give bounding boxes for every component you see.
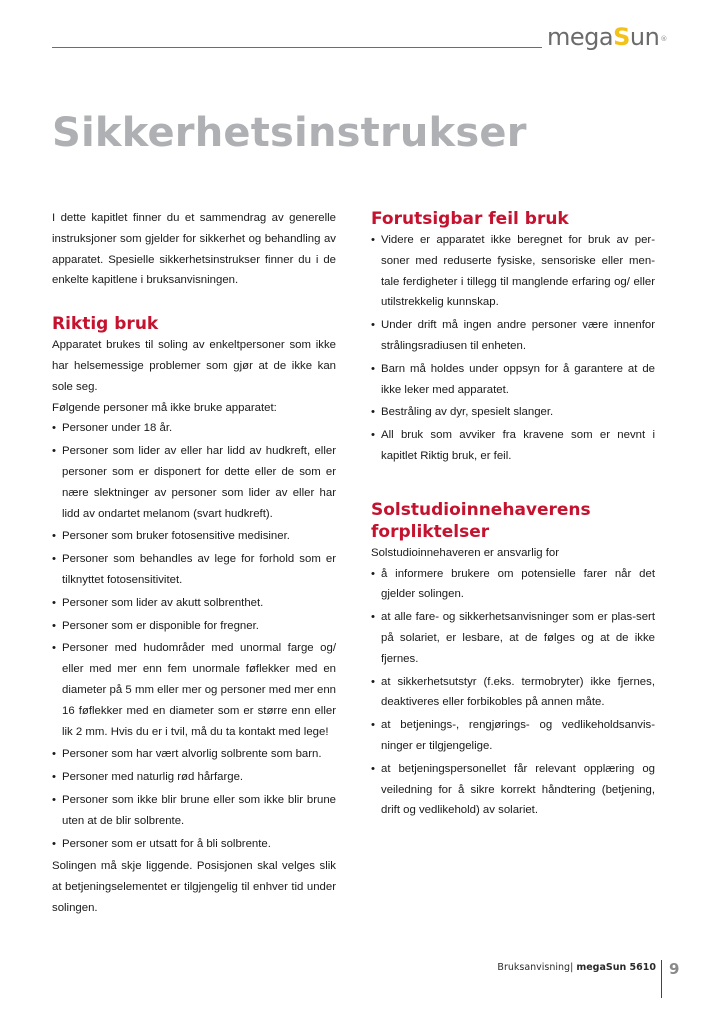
header-rule: [52, 47, 542, 48]
list-item: • Videre er apparatet ikke beregnet for bruk av per-soner med reduserte fysiske, sensoriske eller men-tale ferdigheter i tillegg til manglende erfaring og/ eller utilstrekkelig kunnskap.: [371, 230, 655, 313]
heading-line-1: Solstudioinnehaverens: [371, 499, 591, 520]
page-number: 9: [669, 960, 680, 978]
intro-paragraph: I dette kapitlet finner du et sammendrag av generelle instruksjoner som gjelder for sikkerhet og behandling av apparatet. Spesielle sikkerhetsinstrukser finner du i de enkelte kapitlene i bruksanvisningen.: [52, 212, 336, 287]
footer-doc-label: Bruksanvisning|: [497, 962, 574, 973]
forpliktelser-intro: Solstudioinnehaveren er ansvarlig for: [371, 546, 560, 559]
list-item: • at betjeningspersonellet får relevant opplæring og veiledning for å sikre korrekt håndtering (betjening, drift og vedlikehold) av solariet.: [371, 759, 655, 821]
list-item: • å informere brukere om potensielle farer når det gjelder solingen.: [371, 564, 655, 606]
footer-divider: [661, 960, 662, 998]
left-column: [52, 208, 336, 919]
list-item: • Under drift må ingen andre personer være innenfor strålingsradiusen til enheten.: [371, 315, 655, 357]
megasun-logo: [547, 22, 667, 52]
list-item: • Personer som ikke blir brune eller som ikke blir brune uten at de blir solbrente.: [52, 790, 336, 832]
list-item: • at alle fare- og sikkerhetsanvisninger som er plas-sert på solariet, er lesbare, at de følges og at de ikke fjernes.: [371, 607, 655, 669]
list-item: • All bruk som avviker fra kravene som er nevnt i kapitlet Riktig bruk, er feil.: [371, 425, 655, 467]
registered-mark: ®: [660, 35, 667, 43]
list-item: • Personer som behandles av lege for forhold som er tilknyttet fotosensitivitet.: [52, 549, 336, 591]
list-item: • at sikkerhetsutstyr (f.eks. termobryter) ikke fjernes, deaktiveres eller forbikobles på annen måte.: [371, 672, 655, 714]
logo-sun-s: S: [613, 23, 630, 51]
riktig-bruk-list: [52, 418, 336, 854]
riktig-bruk-paragraph: Apparatet brukes til soling av enkeltpersoner som ikke har helsemessige problemer som gjør at de ikke kan sole seg.: [52, 339, 336, 393]
riktig-bruk-list-intro: Følgende personer må ikke bruke apparatet:: [52, 401, 277, 414]
list-item: • Personer som har vært alvorlig solbrente som barn.: [52, 744, 336, 765]
section-heading-riktig-bruk: Riktig bruk: [52, 314, 159, 335]
footer-product-name: megaSun 5610: [576, 962, 656, 973]
forpliktelser-list: [371, 564, 655, 822]
page-title: Sikkerhetsinstrukser: [52, 110, 527, 156]
list-item: • Personer som bruker fotosensitive medisiner.: [52, 526, 336, 547]
section-heading-feil-bruk: Forutsigbar feil bruk: [371, 209, 569, 229]
list-item: • Personer under 18 år.: [52, 418, 336, 439]
list-item: • Personer som lider av akutt solbrenthet.: [52, 593, 336, 614]
list-item: • Personer med naturlig rød hårfarge.: [52, 767, 336, 788]
footer-label: [497, 962, 656, 973]
list-item: • Personer som lider av eller har lidd av hudkreft, eller personer som er disponert for dette eller de som er nære slektninger av personer som lider av eller har lidd av ondartet melanom (svart hudkreft).: [52, 441, 336, 524]
logo-text-prefix: mega: [547, 23, 614, 51]
section-heading-forpliktelser: [371, 499, 655, 543]
list-item: • at betjenings-, rengjørings- og vedlikeholdsanvis-ninger er tilgjengelige.: [371, 715, 655, 757]
list-item: • Personer som er utsatt for å bli solbrente.: [52, 834, 336, 855]
feil-bruk-list: [371, 230, 655, 467]
heading-line-2: forpliktelser: [371, 521, 490, 542]
list-item: • Bestråling av dyr, spesielt slanger.: [371, 402, 655, 423]
riktig-bruk-closing: Solingen må skje liggende. Posisjonen skal velges slik at betjeningselementet er tilgjengelig til enhver tid under solingen.: [52, 860, 336, 914]
list-item: • Personer som er disponible for fregner.: [52, 616, 336, 637]
list-item: • Barn må holdes under oppsyn for å garantere at de ikke leker med apparatet.: [371, 359, 655, 401]
logo-text-suffix: un: [629, 23, 660, 51]
right-column: [371, 208, 655, 823]
list-item: • Personer med hudområder med unormal farge og/ eller med mer enn fem unormale føflekker med en diameter på 5 mm eller mer og personer med mer enn 16 føflekker med en diameter som er større enn eller lik 2 mm. Hvis du er i tvil, må du ta kontakt med lege!: [52, 638, 336, 742]
